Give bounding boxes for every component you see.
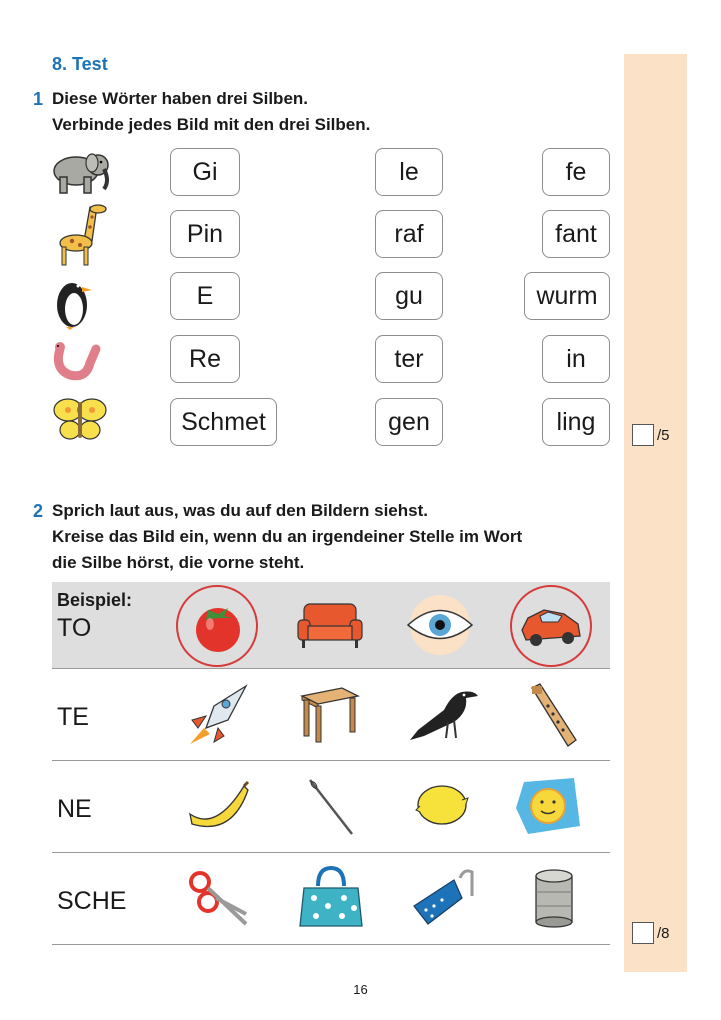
page-title: 8. Test — [52, 54, 108, 74]
butterfly-icon — [50, 392, 110, 446]
task2-number: 2 — [33, 501, 44, 521]
syllable-label: SCHE — [57, 887, 127, 915]
syllable-box[interactable]: Gi — [170, 148, 240, 196]
example-label: Beispiel: — [57, 590, 133, 610]
syllable-label: TO — [57, 614, 92, 642]
divider — [52, 760, 610, 761]
car-icon[interactable] — [518, 600, 584, 652]
table-icon[interactable] — [296, 684, 362, 744]
task1-line2: Verbinde jedes Bild mit den drei Silben. — [52, 115, 371, 134]
syllable-box[interactable]: wurm — [524, 272, 610, 320]
crow-icon[interactable] — [404, 682, 480, 746]
tin-can-icon[interactable] — [530, 866, 578, 928]
banana-icon[interactable] — [186, 780, 252, 836]
shower-head-icon[interactable] — [410, 866, 478, 930]
tomato-icon[interactable] — [188, 596, 248, 656]
syllable-box[interactable]: gen — [375, 398, 443, 446]
task1-number: 1 — [33, 89, 44, 109]
lemon-icon[interactable] — [414, 780, 470, 830]
syllable-box[interactable]: raf — [375, 210, 443, 258]
worm-icon — [50, 339, 106, 387]
giraffe-icon — [54, 201, 108, 267]
task1-line1: Diese Wörter haben drei Silben. — [52, 89, 309, 108]
page-number: 16 — [353, 982, 368, 997]
syllable-box[interactable]: gu — [375, 272, 443, 320]
rocket-icon[interactable] — [184, 680, 254, 750]
elephant-icon — [48, 143, 112, 197]
scissors-icon[interactable] — [186, 868, 250, 930]
needle-icon[interactable] — [306, 776, 358, 838]
divider — [52, 852, 610, 853]
syllable-box[interactable]: ling — [542, 398, 610, 446]
task2-score — [632, 922, 670, 944]
syllable-box[interactable]: E — [170, 272, 240, 320]
syllable-box[interactable]: ter — [375, 335, 443, 383]
handbag-icon[interactable] — [296, 864, 366, 932]
penguin-icon — [52, 273, 96, 331]
syllable-label: NE — [57, 795, 92, 823]
task2-line2: Kreise das Bild ein, wenn du an irgendeiner Stelle im Wort — [52, 527, 523, 546]
syllable-label: TE — [57, 703, 89, 731]
syllable-box[interactable]: fant — [542, 210, 610, 258]
task2-line1: Sprich laut aus, was du auf den Bildern siehst. — [52, 501, 428, 520]
syllable-box[interactable]: Schmet — [170, 398, 277, 446]
divider — [52, 668, 610, 669]
syllable-box[interactable]: fe — [542, 148, 610, 196]
sun-icon[interactable] — [514, 774, 582, 838]
syllable-box[interactable]: le — [375, 148, 443, 196]
task1-score — [632, 424, 670, 446]
syllable-box[interactable]: in — [542, 335, 610, 383]
score-checkbox[interactable] — [632, 424, 654, 446]
score-checkbox[interactable] — [632, 922, 654, 944]
recorder-flute-icon[interactable] — [526, 682, 580, 748]
task1-instruction — [52, 86, 370, 138]
task2-line3: die Silbe hörst, die vorne steht. — [52, 553, 305, 572]
eye-icon[interactable] — [404, 594, 476, 656]
task2-instruction — [52, 498, 522, 576]
score-sidebar — [624, 54, 687, 972]
score-value: /5 — [657, 426, 670, 444]
sofa-icon[interactable] — [296, 598, 364, 650]
syllable-box[interactable]: Re — [170, 335, 240, 383]
syllable-box[interactable]: Pin — [170, 210, 240, 258]
score-value: /8 — [657, 924, 670, 942]
divider — [52, 944, 610, 945]
